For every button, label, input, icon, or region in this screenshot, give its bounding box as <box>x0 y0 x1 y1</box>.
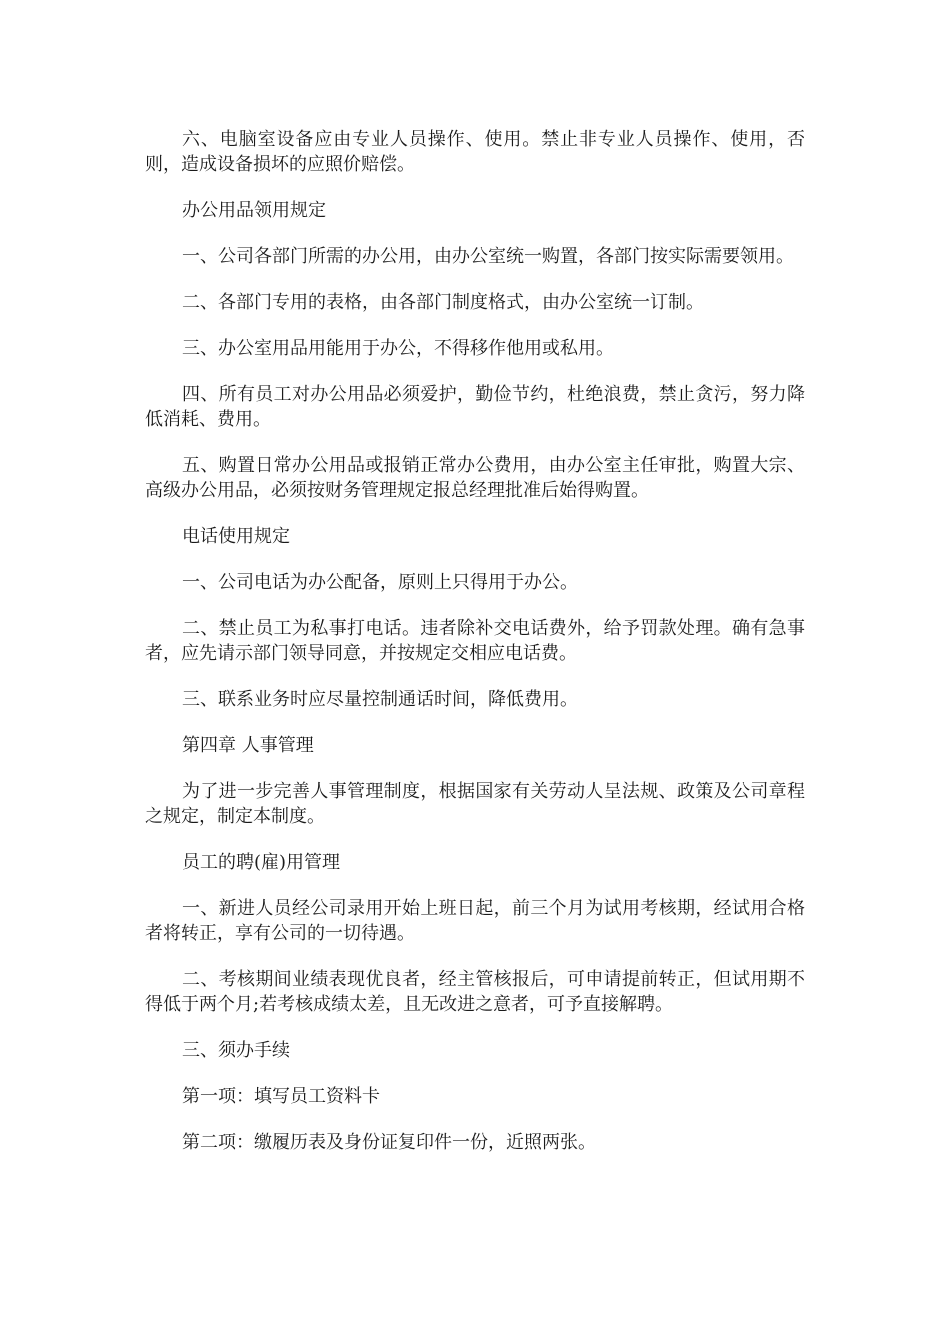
paragraph-step-2: 第二项：缴履历表及身份证复印件一份，近照两张。 <box>182 1132 596 1153</box>
paragraph-computer-room-rule-6: 六、电脑室设备应由专业人员操作、使用。禁止非专业人员操作、使用，否则，造成设备损坏的应照价赔偿。 <box>145 129 805 175</box>
paragraph-office-supplies-4: 四、所有员工对办公用品必须爱护，勤俭节约，杜绝浪费，禁止贪污，努力降低消耗、费用。 <box>145 384 805 430</box>
paragraph-step-1: 第一项：填写员工资料卡 <box>182 1086 380 1107</box>
heading-employment: 员工的聘(雇)用管理 <box>182 852 341 873</box>
paragraph-telephone-3: 三、联系业务时应尽量控制通话时间，降低费用。 <box>182 689 578 710</box>
paragraph-employment-3: 三、须办手续 <box>182 1040 290 1061</box>
heading-office-supplies: 办公用品领用规定 <box>182 200 326 221</box>
paragraph-telephone-1: 一、公司电话为办公配备，原则上只得用于办公。 <box>182 572 578 593</box>
paragraph-office-supplies-5: 五、购置日常办公用品或报销正常办公费用，由办公室主任审批，购置大宗、高级办公用品，必须按财务管理规定报总经理批准后始得购置。 <box>145 455 805 501</box>
paragraph-office-supplies-2: 二、各部门专用的表格，由各部门制度格式，由办公室统一订制。 <box>182 292 704 313</box>
paragraph-employment-2: 二、考核期间业绩表现优良者，经主管核报后，可申请提前转正，但试用期不得低于两个月;若考核成绩太差，且无改进之意者，可予直接解聘。 <box>145 969 805 1015</box>
paragraph-office-supplies-3: 三、办公室用品用能用于办公，不得移作他用或私用。 <box>182 338 614 359</box>
heading-chapter-4: 第四章 人事管理 <box>182 735 314 756</box>
paragraph-telephone-2: 二、禁止员工为私事打电话。违者除补交电话费外，给予罚款处理。确有急事者，应先请示部门领导同意，并按规定交相应电话费。 <box>145 618 805 664</box>
paragraph-chapter-4-intro: 为了进一步完善人事管理制度，根据国家有关劳动人呈法规、政策及公司章程之规定，制定本制度。 <box>145 781 805 827</box>
paragraph-employment-1: 一、新进人员经公司录用开始上班日起，前三个月为试用考核期，经试用合格者将转正，享有公司的一切待遇。 <box>145 898 805 944</box>
heading-telephone-use: 电话使用规定 <box>182 526 290 547</box>
document-body <box>145 127 805 1176</box>
paragraph-office-supplies-1: 一、公司各部门所需的办公用，由办公室统一购置，各部门按实际需要领用。 <box>182 246 794 267</box>
